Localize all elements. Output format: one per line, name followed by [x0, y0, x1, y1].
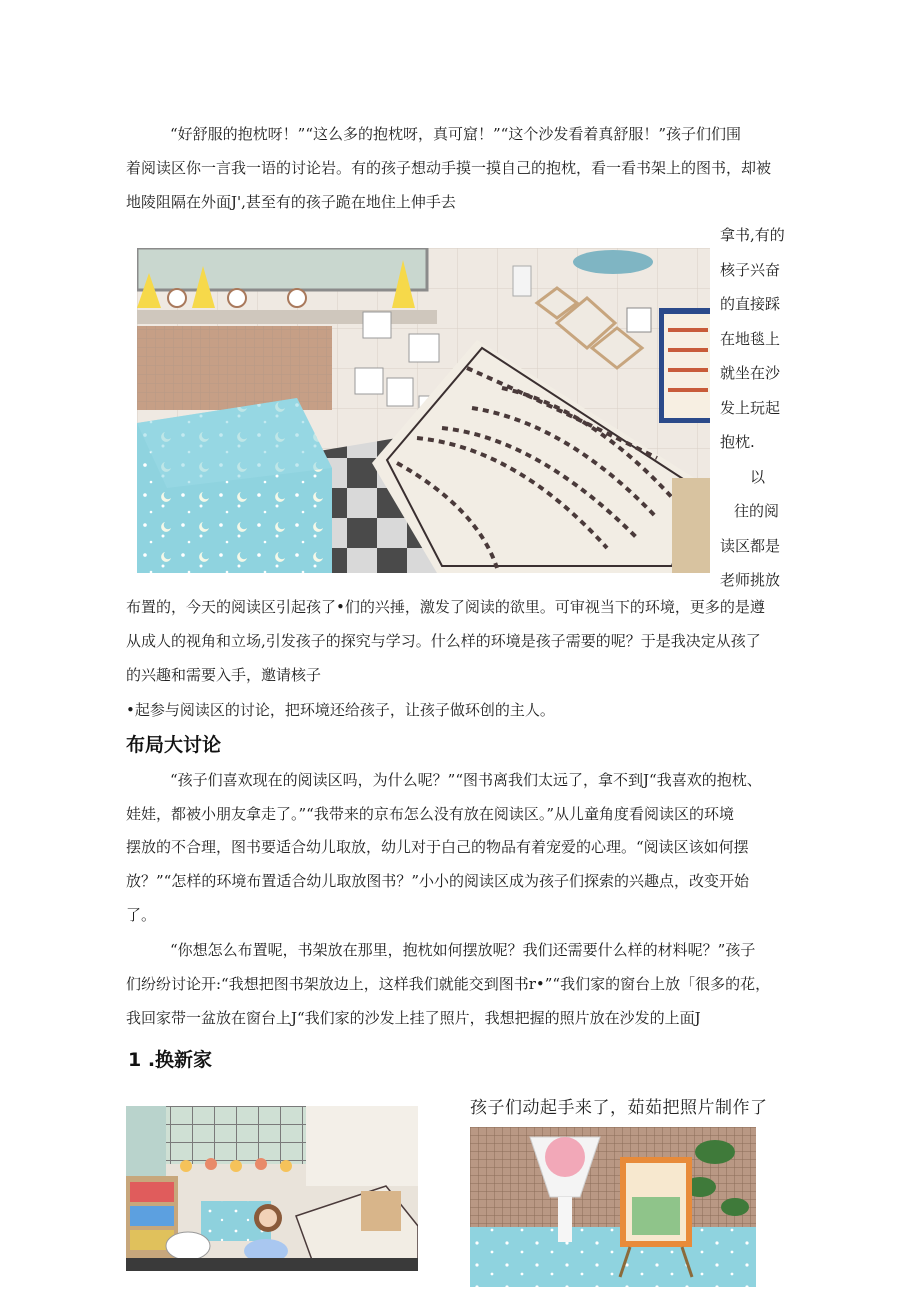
- paragraph-1-line-3: 地陵阻隔在外面J',甚至有的孩子跪在地住上伸手去: [126, 193, 456, 211]
- paragraph-1-line-1: “好舒服的抱枕呀！”“这么多的抱枕呀，真可窟！”“这个沙发看着真舒服！”孩子们们围: [170, 125, 742, 143]
- paragraph-2-line-1: 布置的，今天的阅读区引起孩了•们的兴捶，激发了阅读的欲里。可审视当下的环境，更多的是遵: [126, 598, 765, 616]
- paragraph-3-line-3: 摆放的不合理，图书要适合幼儿取放，幼儿对于白己的物品有着宠爱的心理。“阅读区该如何摆: [126, 838, 749, 856]
- paragraph-3-line-1: “孩子们喜欢现在的阅读区吗，为什么呢？”“图书离我们太远了，拿不到J“我喜欢的抱枕、: [170, 771, 762, 789]
- paragraph-2-line-3: 的兴趣和需要入手，邀请核子: [126, 666, 322, 684]
- side-text-column: [720, 218, 800, 598]
- photo-making-photo: [470, 1127, 756, 1287]
- side-line: 的直接踩: [720, 295, 781, 313]
- paragraph-2-line-2: 从成人的视角和立场,引发孩子的探究与学习。什么样的环境是孩子需要的呢？于是我决定从孩了: [126, 632, 761, 650]
- side-line: 发上玩起: [720, 398, 781, 417]
- side-line: 抱枕.: [720, 433, 755, 451]
- side-line: 核子兴奋: [720, 260, 781, 279]
- subsection-heading: 1 .换新家: [128, 1049, 213, 1071]
- paragraph-2-line-4: •起参与阅读区的讨论，把环境还给孩子，让孩子做环创的主人。: [126, 701, 555, 719]
- side-line: 老师挑放: [720, 571, 781, 589]
- photo-caption: 孩子们动起手来了，茹茹把照片制作了: [470, 1098, 768, 1118]
- paragraph-4-line-1: “你想怎么布置呢，书架放在那里，抱枕如何摆放呢？我们还需要什么样的材料呢？”孩子: [170, 941, 756, 959]
- side-line: 拿书,有的: [720, 226, 785, 244]
- paragraph-4-line-2: 们纷纷讨论开:“我想把图书架放边上，这样我们就能交到图书r•”“我们家的窗台上放「很多的花，: [126, 975, 771, 993]
- paragraph-3-line-4: 放？”“怎样的环境布置适合幼儿取放图书？”小小的阅读区成为孩子们探索的兴趣点，改变开始: [126, 872, 750, 890]
- side-line: 以: [750, 467, 766, 486]
- paragraph-1-line-2: 着阅读区你一言我一语的讨论岩。有的孩子想动手摸一摸自己的抱枕，看一看书架上的图书，却被: [126, 159, 772, 177]
- paragraph-3-line-5: 了。: [126, 906, 157, 924]
- side-line: 就坐在沙: [720, 364, 781, 382]
- side-line: 读区都是: [720, 536, 781, 555]
- reading-corner-photo: [137, 248, 710, 573]
- side-line: 在地毯上: [720, 329, 781, 348]
- paragraph-3-line-2: 娃娃，都被小朋友拿走了。”“我带来的京布怎么没有放在阅读区。”从儿童角度看阅读区的环境: [126, 805, 735, 823]
- section-heading: 布局大讨论: [126, 734, 222, 756]
- new-reading-corner-photo: [126, 1106, 418, 1271]
- paragraph-4-line-3: 我回家带一盆放在窗台上J“我们家的沙发上挂了照片，我想把握的照片放在沙发的上面J: [126, 1009, 701, 1027]
- side-line: 往的阅: [734, 502, 780, 520]
